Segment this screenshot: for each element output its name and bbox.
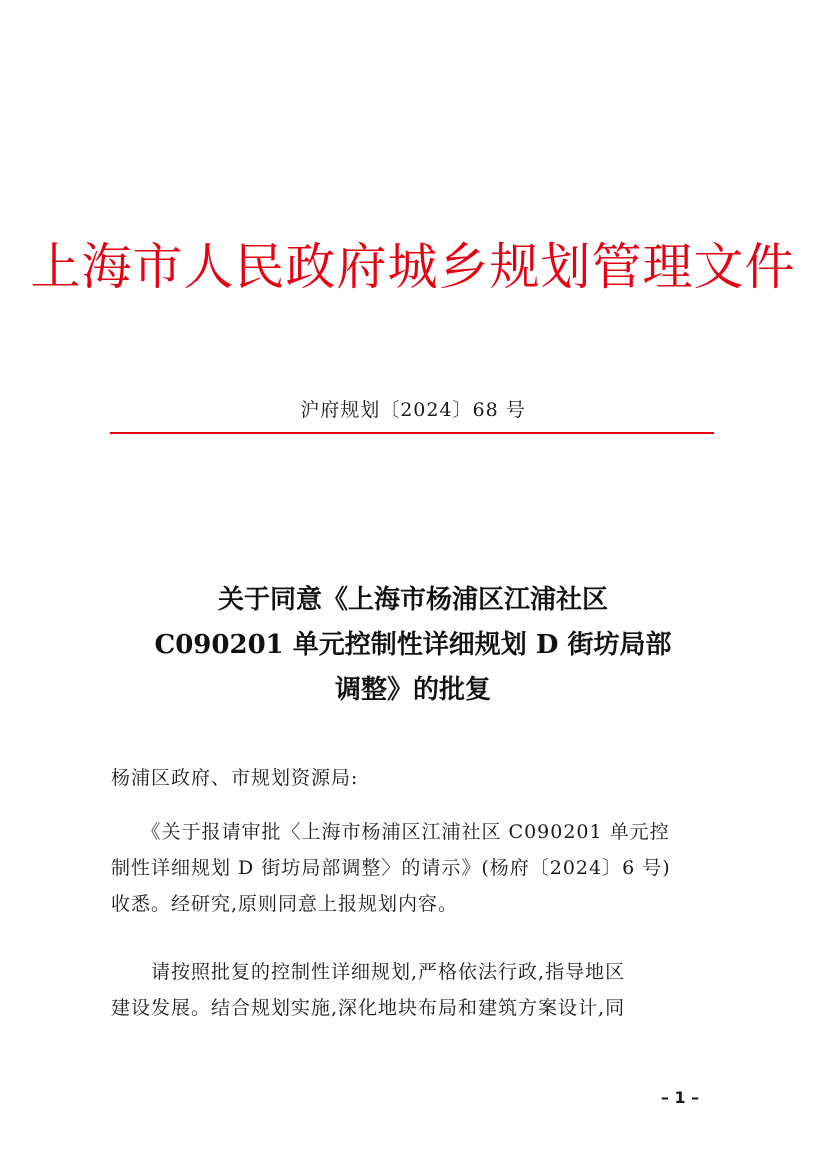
title-line-1: 关于同意《上海市杨浦区江浦社区	[217, 585, 608, 615]
document-title	[100, 578, 726, 713]
document-number: 沪府规划〔2024〕68 号	[300, 399, 526, 421]
paragraph-1-line-3: 收悉。经研究,原则同意上报规划内容。	[111, 893, 459, 915]
paragraph-2	[111, 954, 715, 1026]
paragraph-1-line-2: 制性详细规划 D 街坊局部调整〉的请示》(杨府〔2024〕6 号)	[111, 857, 671, 879]
title-line-2: C090201 单元控制性详细规划 D 街坊局部	[154, 630, 672, 660]
paragraph-1-line-1: 《关于报请审批〈上海市杨浦区江浦社区 C090201 单元控	[111, 821, 670, 843]
red-divider-rule	[110, 432, 714, 434]
page-number: – 1 –	[660, 1088, 700, 1107]
paragraph-2-line-1: 请按照批复的控制性详细规划,严格依法行政,指导地区	[111, 961, 626, 983]
paragraph-2-line-2: 建设发展。结合规划实施,深化地块布局和建筑方案设计,同	[111, 997, 626, 1019]
masthead-title: 上海市人民政府城乡规划管理文件	[30, 238, 796, 296]
paragraph-1	[111, 814, 715, 922]
title-line-3: 调整》的批复	[334, 675, 491, 705]
salutation: 杨浦区政府、市规划资源局:	[111, 767, 359, 789]
